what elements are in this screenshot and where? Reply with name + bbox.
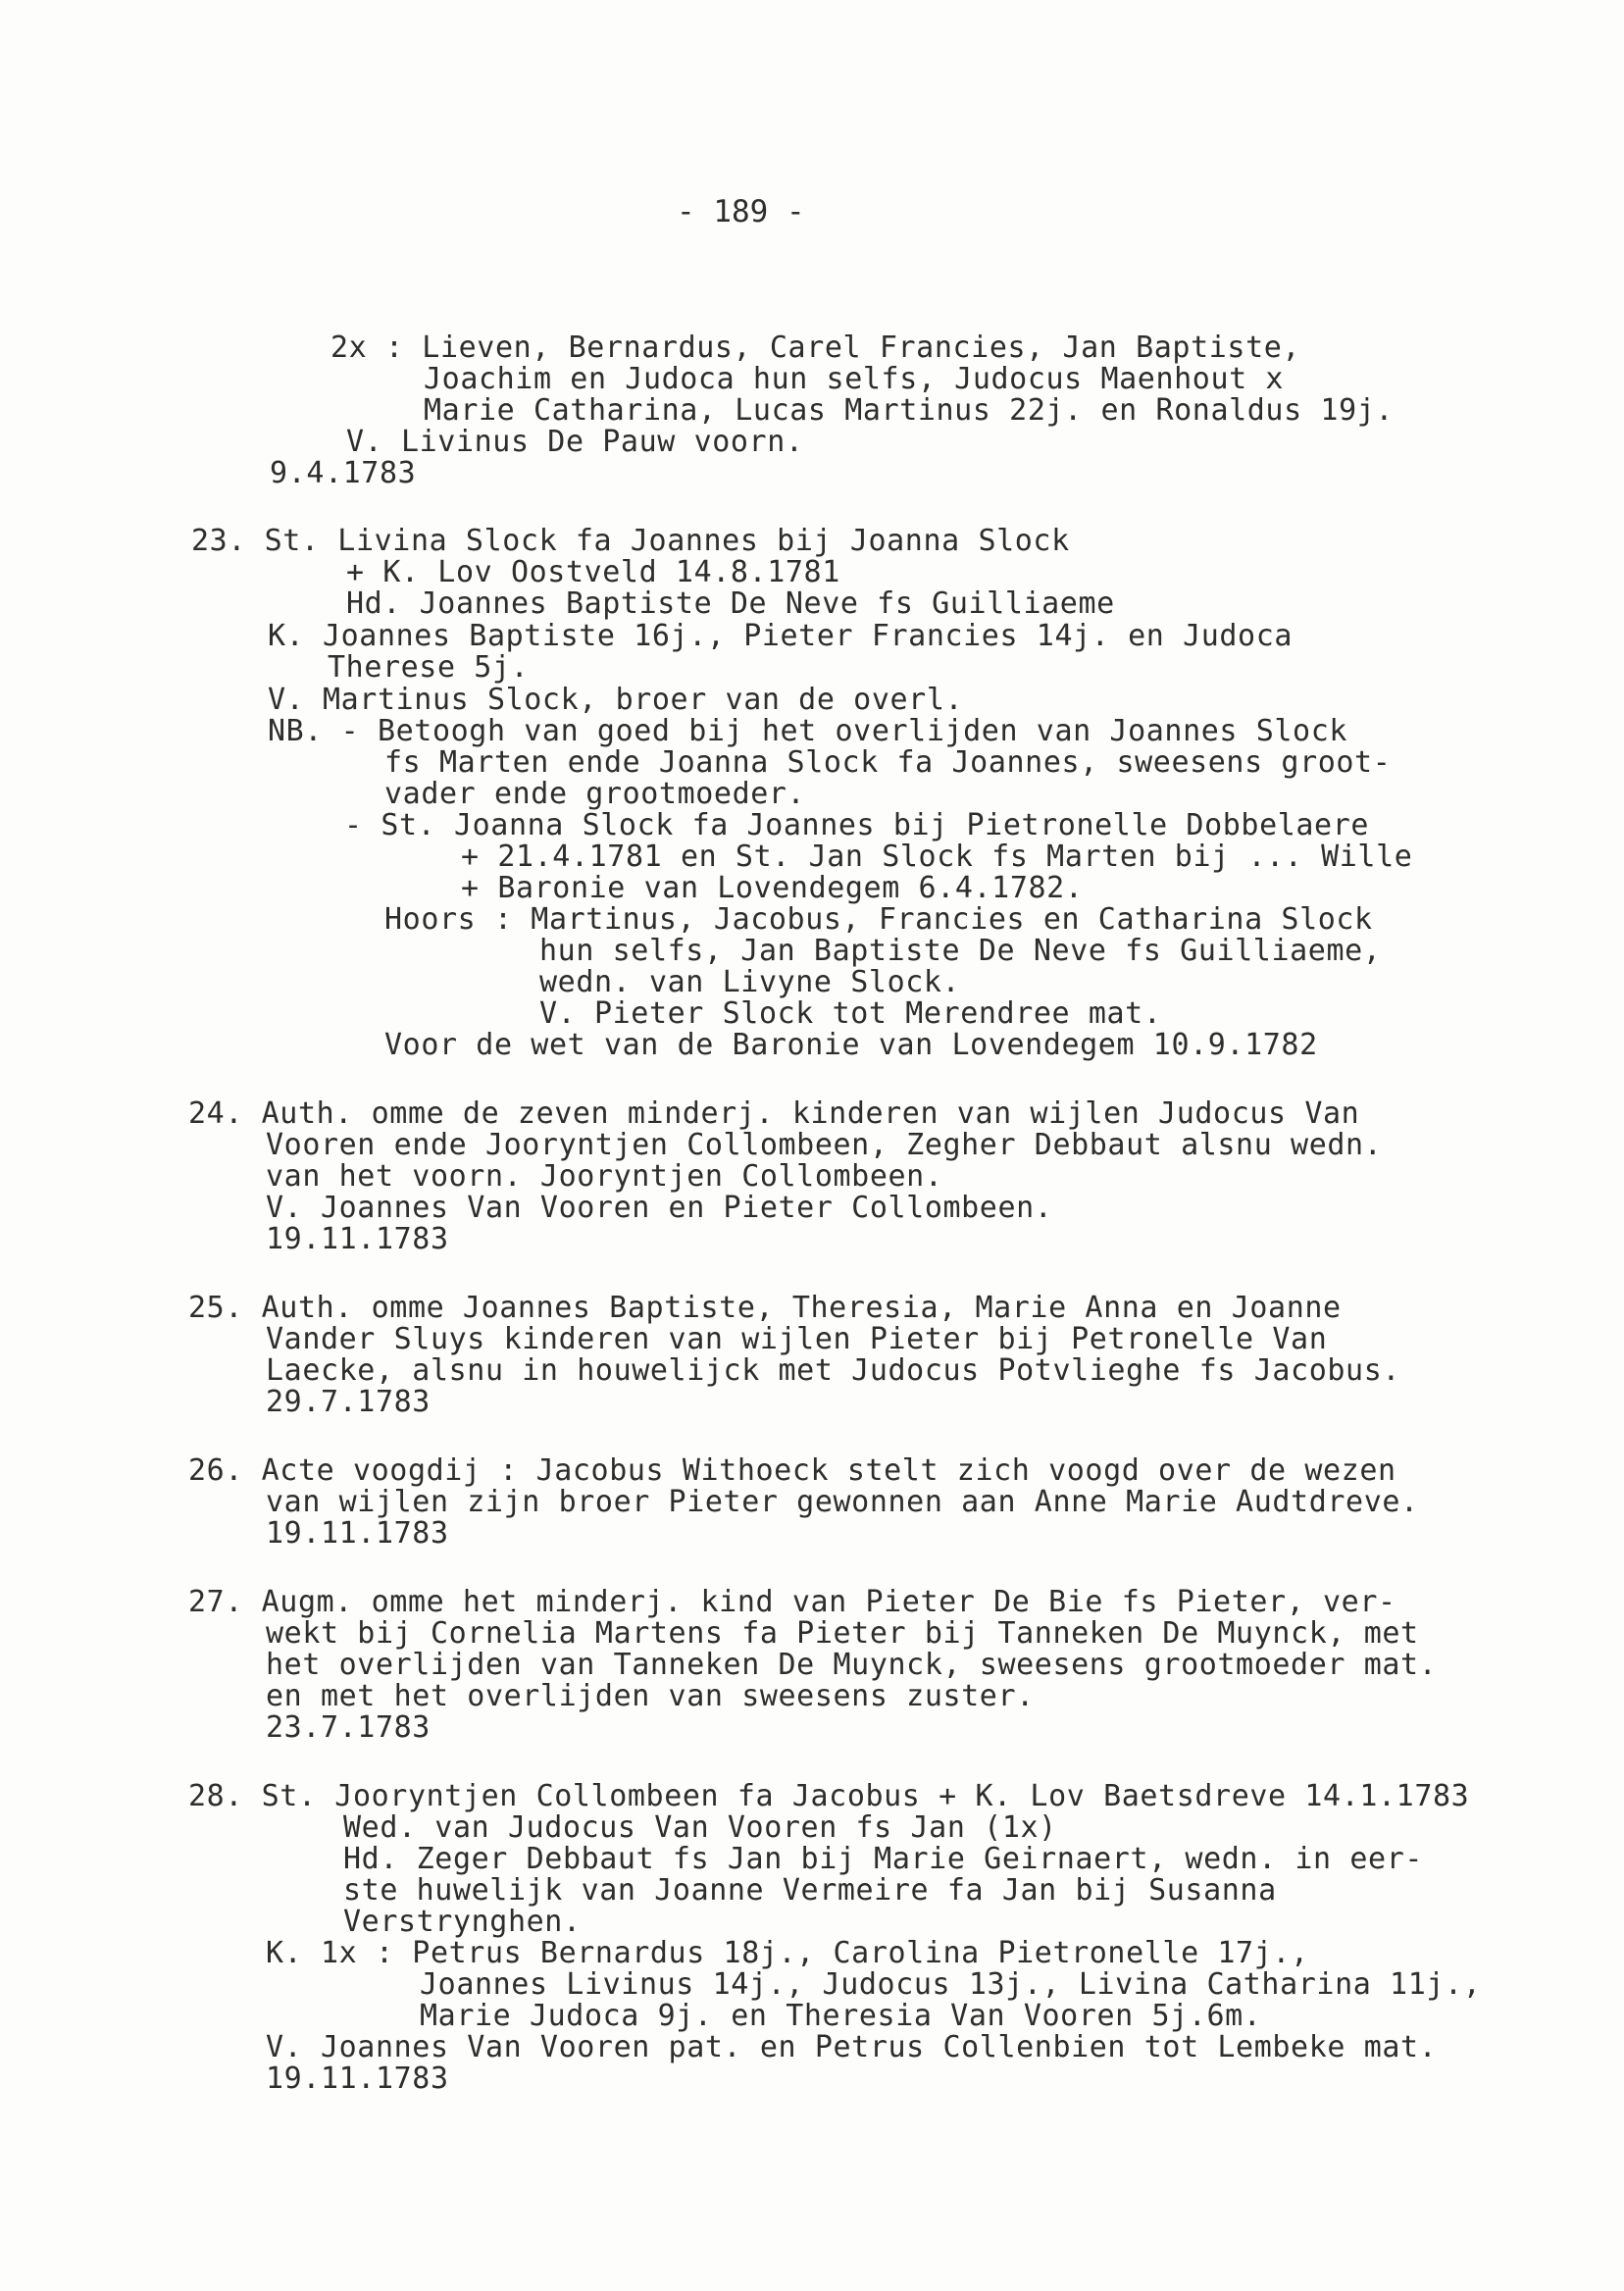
text-line: Hoors : Martinus, Jacobus, Francies en Catharina Slock: [384, 902, 1373, 937]
text-line: Hd. Zeger Debbaut fs Jan bij Marie Geirnaert, wedn. in eer-: [343, 1842, 1424, 1876]
page-number: - 189 -: [677, 194, 805, 229]
text-line: 25. Auth. omme Joannes Baptiste, Theresia, Marie Anna en Joanne: [188, 1291, 1342, 1325]
text-line: Hd. Joannes Baptiste De Neve fs Guilliaeme: [346, 586, 1115, 621]
text-line: + Baronie van Lovendegem 6.4.1782.: [461, 871, 1084, 905]
text-line: 19.11.1783: [266, 1516, 449, 1551]
text-line: wedn. van Livyne Slock.: [539, 965, 961, 999]
text-line: Vooren ende Jooryntjen Collombeen, Zegher Debbaut alsnu wedn.: [266, 1128, 1383, 1162]
text-line: het overlijden van Tanneken De Muynck, sweesens grootmoeder mat.: [266, 1648, 1438, 1682]
text-line: Verstrynghen.: [343, 1905, 582, 1939]
text-line: + 21.4.1781 en St. Jan Slock fs Marten bij ... Wille: [461, 840, 1413, 874]
text-line: Joachim en Judoca hun selfs, Judocus Maenhout x: [424, 362, 1285, 396]
text-line: 23. St. Livina Slock fa Joannes bij Joanna Slock: [191, 524, 1070, 558]
text-line: Marie Catharina, Lucas Martinus 22j. en Ronaldus 19j.: [424, 393, 1395, 428]
text-line: wekt bij Cornelia Martens fa Pieter bij Tanneken De Muynck, met: [266, 1616, 1419, 1651]
text-line: en met het overlijden van sweesens zuster.: [266, 1679, 1035, 1713]
text-line: Wed. van Judocus Van Vooren fs Jan (1x): [343, 1810, 1057, 1845]
text-line: Vander Sluys kinderen van wijlen Pieter bij Petronelle Van: [266, 1322, 1328, 1356]
text-line: K. Joannes Baptiste 16j., Pieter Francies 14j. en Judoca: [268, 619, 1294, 653]
text-line: 26. Acte voogdij : Jacobus Withoeck stelt zich voogd over de wezen: [188, 1453, 1396, 1488]
text-line: fs Marten ende Joanna Slock fa Joannes, sweesens groot-: [384, 745, 1392, 780]
text-line: 19.11.1783: [266, 1222, 449, 1256]
text-line: van het voorn. Jooryntjen Collombeen.: [266, 1159, 943, 1194]
text-line: vader ende grootmoeder.: [384, 777, 806, 811]
text-line: V. Pieter Slock tot Merendree mat.: [539, 996, 1162, 1031]
text-line: 27. Augm. omme het minderj. kind van Pieter De Bie fs Pieter, ver-: [188, 1585, 1396, 1619]
text-line: 28. St. Jooryntjen Collombeen fa Jacobus + K. Lov Baetsdreve 14.1.1783: [188, 1779, 1470, 1813]
text-line: - St. Joanna Slock fa Joannes bij Pietronelle Dobbelaere: [344, 808, 1370, 842]
text-line: V. Joannes Van Vooren pat. en Petrus Collenbien tot Lembeke mat.: [266, 2030, 1438, 2064]
text-line: K. 1x : Petrus Bernardus 18j., Carolina Pietronelle 17j.,: [266, 1936, 1309, 1970]
text-line: 24. Auth. omme de zeven minderj. kinderen van wijlen Judocus Van: [188, 1096, 1360, 1131]
text-line: Therese 5j.: [328, 650, 530, 685]
text-line: + K. Lov Oostveld 14.8.1781: [346, 555, 840, 589]
text-line: 9.4.1783: [270, 456, 417, 490]
text-line: 2x : Lieven, Bernardus, Carel Francies, Jan Baptiste,: [330, 331, 1301, 365]
text-line: Laecke, alsnu in houwelijck met Judocus Potvlieghe fs Jacobus.: [266, 1353, 1401, 1388]
text-line: V. Martinus Slock, broer van de overl.: [268, 683, 964, 717]
text-line: ste huwelijk van Joanne Vermeire fa Jan bij Susanna: [343, 1873, 1277, 1908]
text-line: Marie Judoca 9j. en Theresia Van Vooren 5j.6m.: [420, 1999, 1262, 2033]
text-line: hun selfs, Jan Baptiste De Neve fs Guilliaeme,: [539, 934, 1382, 968]
text-line: 23.7.1783: [266, 1710, 431, 1745]
text-line: van wijlen zijn broer Pieter gewonnen aan Anne Marie Audtdreve.: [266, 1485, 1419, 1519]
text-line: V. Joannes Van Vooren en Pieter Collombeen.: [266, 1191, 1053, 1225]
text-line: 29.7.1783: [266, 1385, 431, 1419]
text-line: NB. - Betoogh van goed bij het overlijden van Joannes Slock: [268, 714, 1348, 748]
text-line: Voor de wet van de Baronie van Lovendegem 10.9.1782: [384, 1028, 1318, 1062]
text-line: Joannes Livinus 14j., Judocus 13j., Livina Catharina 11j.,: [420, 1967, 1482, 2002]
text-line: V. Livinus De Pauw voorn.: [346, 425, 804, 459]
text-line: 19.11.1783: [266, 2062, 449, 2096]
